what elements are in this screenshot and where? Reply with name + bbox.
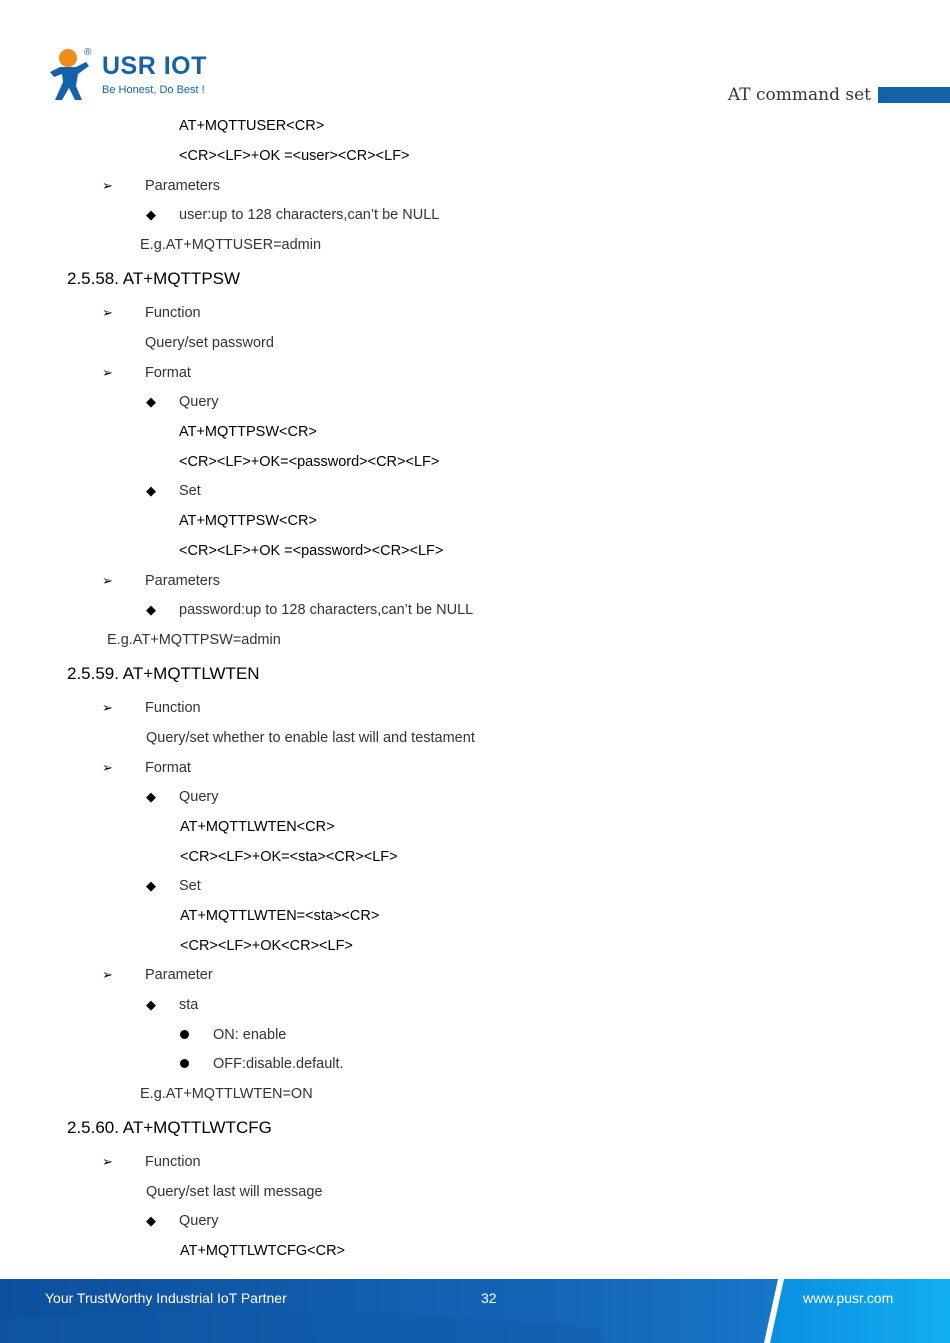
list-item-label: Parameter [145, 967, 213, 983]
cmd-response: <CR><LF>+OK=<password><CR><LF> [179, 454, 440, 470]
arrow-bullet-icon: ➢ [102, 305, 113, 320]
example-line: E.g.AT+MQTTPSW=admin [107, 632, 281, 648]
cmd-line: AT+MQTTLWTEN<CR> [180, 819, 335, 835]
list-item-label: Format [145, 365, 191, 381]
dot-bullet-icon [180, 1059, 189, 1068]
function-desc: Query/set whether to enable last will and testament [146, 730, 475, 746]
cmd-response: <CR><LF>+OK=<sta><CR><LF> [180, 849, 398, 865]
arrow-bullet-icon: ➢ [102, 967, 113, 982]
registered-mark: ® [84, 47, 92, 58]
arrow-bullet-icon: ➢ [102, 573, 113, 588]
list-item-label: Function [145, 305, 201, 321]
list-item-label: Query [179, 1213, 219, 1229]
logo-slogan: Be Honest, Do Best ! [102, 84, 205, 96]
arrow-bullet-icon: ➢ [102, 700, 113, 715]
diamond-bullet-icon: ◆ [146, 602, 156, 617]
logo-text: USR IOT [102, 52, 207, 80]
arrow-bullet-icon: ➢ [102, 760, 113, 775]
cmd-response: <CR><LF>+OK =<password><CR><LF> [179, 543, 444, 559]
cmd-line: AT+MQTTLWTCFG<CR> [180, 1243, 346, 1259]
example-line: E.g.AT+MQTTUSER=admin [140, 237, 322, 253]
list-item-label: Parameters [145, 178, 220, 194]
cmd-line: AT+MQTTLWTEN=<sta><CR> [180, 908, 380, 924]
diamond-bullet-icon: ◆ [146, 997, 156, 1012]
dot-bullet-icon [180, 1030, 189, 1039]
section-heading: 2.5.59. AT+MQTTLWTEN [67, 664, 260, 683]
arrow-bullet-icon: ➢ [102, 1154, 113, 1169]
function-desc: Query/set password [145, 335, 274, 351]
diamond-bullet-icon: ◆ [146, 483, 156, 498]
list-item-label: Function [145, 1154, 201, 1170]
list-item-label: Query [179, 789, 219, 805]
page-number: 32 [481, 1290, 497, 1306]
diamond-bullet-icon: ◆ [146, 1213, 156, 1228]
list-item-label: Set [179, 483, 201, 499]
cmd-line: AT+MQTTPSW<CR> [179, 513, 317, 529]
list-item-label: Function [145, 700, 201, 716]
cmd-response: <CR><LF>+OK<CR><LF> [180, 938, 353, 954]
example-line: E.g.AT+MQTTLWTEN=ON [140, 1086, 313, 1102]
list-item-label: Set [179, 878, 201, 894]
section-heading: 2.5.60. AT+MQTTLWTCFG [67, 1118, 272, 1137]
diamond-bullet-icon: ◆ [146, 394, 156, 409]
diamond-bullet-icon: ◆ [146, 207, 156, 222]
list-item-label: Query [179, 394, 219, 410]
list-item-label: Format [145, 760, 191, 776]
arrow-bullet-icon: ➢ [102, 365, 113, 380]
parameter-name: sta [179, 997, 199, 1013]
header-title: AT command set [727, 85, 871, 105]
cmd-response: <CR><LF>+OK =<user><CR><LF> [179, 148, 410, 164]
parameter-option: OFF:disable.default. [213, 1056, 344, 1072]
footer-website: www.pusr.com [803, 1290, 894, 1306]
diamond-bullet-icon: ◆ [146, 878, 156, 893]
cmd-line: AT+MQTTPSW<CR> [179, 424, 317, 440]
parameter-desc: user:up to 128 characters,can’t be NULL [179, 207, 440, 223]
cmd-line: AT+MQTTUSER<CR> [179, 118, 325, 134]
function-desc: Query/set last will message [146, 1184, 323, 1200]
parameter-desc: password:up to 128 characters,can’t be NULL [179, 602, 474, 618]
list-item-label: Parameters [145, 573, 220, 589]
arrow-bullet-icon: ➢ [102, 178, 113, 193]
parameter-option: ON: enable [213, 1027, 287, 1043]
diamond-bullet-icon: ◆ [146, 789, 156, 804]
header-accent-bar [878, 87, 950, 103]
footer-banner [0, 1279, 950, 1343]
section-heading: 2.5.58. AT+MQTTPSW [67, 269, 241, 288]
footer-tagline: Your TrustWorthy Industrial IoT Partner [45, 1290, 287, 1306]
